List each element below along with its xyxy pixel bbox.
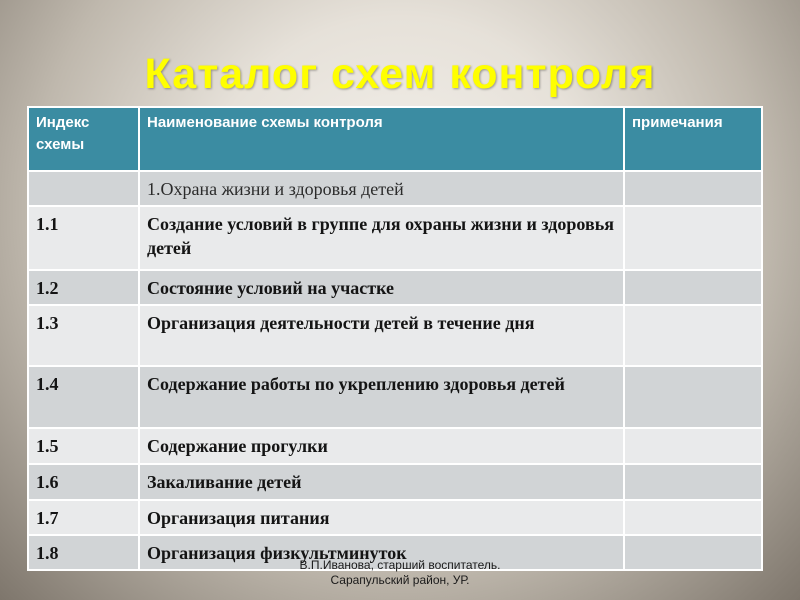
table-row	[28, 500, 762, 535]
row-name: Закаливание детей	[139, 464, 624, 500]
row-name: Организация питания	[139, 500, 624, 535]
row-note	[624, 171, 762, 206]
row-name: Содержание прогулки	[139, 428, 624, 464]
row-name: 1.Охрана жизни и здоровья детей	[139, 171, 624, 206]
table-row	[28, 171, 762, 206]
row-note	[624, 535, 762, 570]
column-header-notes: примечания	[624, 107, 762, 171]
row-index: 1.7	[28, 500, 139, 535]
row-name: Организация физкультминуток	[139, 535, 624, 570]
row-index: 1.4	[28, 366, 139, 428]
row-index: 1.3	[28, 305, 139, 366]
table-row	[28, 206, 762, 270]
footer-region-line: Сарапульский район, УР.	[330, 573, 470, 587]
table-row	[28, 366, 762, 428]
slide-title: Каталог схем контроля	[144, 50, 656, 98]
row-name: Создание условий в группе для охраны жизни и здоровья детей	[139, 206, 624, 270]
footer-author-line: В.П.Иванова, старший воспитатель.	[299, 558, 501, 572]
row-note	[624, 305, 762, 366]
row-index: 1.1	[28, 206, 139, 270]
table-row	[28, 464, 762, 500]
row-note	[624, 270, 762, 305]
author-footer	[240, 558, 560, 588]
row-note	[624, 500, 762, 535]
row-name: Организация деятельности детей в течение дня	[139, 305, 624, 366]
column-header-name: Наименование схемы контроля	[139, 107, 624, 171]
scheme-catalog-table	[27, 106, 763, 571]
table-row	[28, 270, 762, 305]
row-index	[28, 171, 139, 206]
row-index: 1.5	[28, 428, 139, 464]
row-index: 1.6	[28, 464, 139, 500]
column-header-index: Индекс схемы	[28, 107, 139, 171]
row-name: Содержание работы по укреплению здоровья детей	[139, 366, 624, 428]
table-row	[28, 428, 762, 464]
row-index: 1.8	[28, 535, 139, 570]
row-name: Состояние условий на участке	[139, 270, 624, 305]
row-index: 1.2	[28, 270, 139, 305]
row-note	[624, 464, 762, 500]
row-note	[624, 206, 762, 270]
row-note	[624, 428, 762, 464]
row-note	[624, 366, 762, 428]
table-row	[28, 305, 762, 366]
table-header-row	[28, 107, 762, 171]
